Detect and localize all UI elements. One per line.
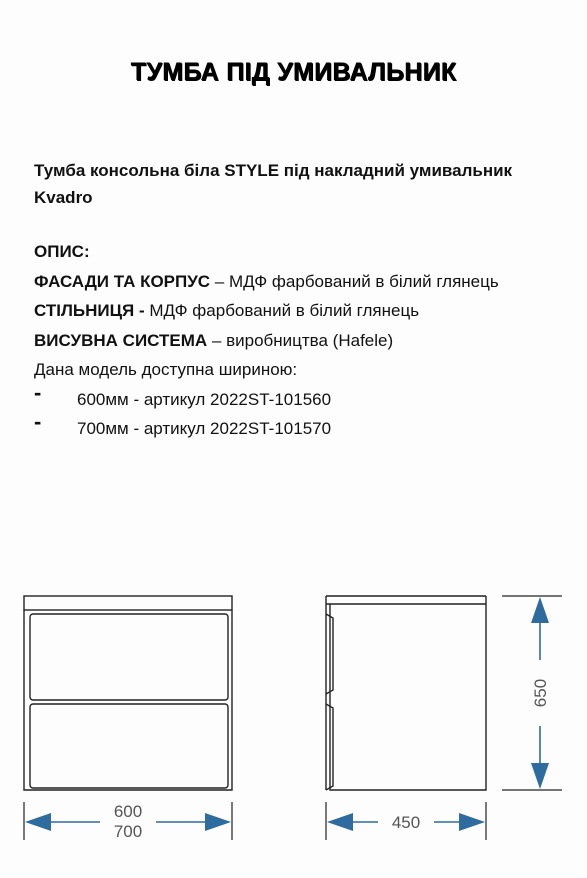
height-label: 650 <box>531 678 550 708</box>
drawer-label: ВИСУВНА СИСТЕМА <box>34 330 208 350</box>
arrow-left-icon <box>25 813 51 831</box>
page-title: ТУМБА ПІД УМИВАЛЬНИК <box>130 58 457 86</box>
arrow-left-icon <box>327 813 353 831</box>
top-text: МДФ фарбований в білий глянець <box>144 301 420 320</box>
height-dimension <box>502 596 562 790</box>
width-dimension <box>24 802 232 841</box>
variant-dash: - <box>34 379 42 405</box>
side-body <box>330 596 486 790</box>
front-countertop <box>24 596 232 610</box>
product-subtitle: Тумба консольна біла STYLE під накладний умивальник Kvadro <box>34 161 513 207</box>
facades-text: – МДФ фарбований в білий глянець <box>210 271 499 291</box>
variant-text: 600мм - артикул 2022ST-101560 <box>77 389 332 409</box>
availability-text: Дана модель доступна шириною: <box>34 360 298 379</box>
top-label: СТІЛЬНИЦЯ - <box>34 301 145 320</box>
front-view <box>24 596 232 790</box>
front-drawer-top <box>30 614 228 700</box>
depth-label: 450 <box>391 813 421 832</box>
arrow-right-icon <box>205 813 231 831</box>
front-drawer-bottom <box>30 704 228 788</box>
arrow-down-icon <box>531 763 549 789</box>
variant-text: 700мм - артикул 2022ST-101570 <box>77 419 332 438</box>
description-heading: ОПИС: <box>34 242 90 261</box>
facades-label: ФАСАДИ ТА КОРПУС <box>34 271 211 291</box>
depth-dimension <box>326 802 486 840</box>
width-label-600: 600 <box>113 802 143 821</box>
drawer-text: – виробництва (Hafele) <box>207 330 394 350</box>
width-label-700: 700 <box>113 822 143 841</box>
variant-dash: - <box>34 409 42 434</box>
arrow-up-icon <box>531 597 549 623</box>
side-view <box>326 596 486 790</box>
arrow-right-icon <box>459 813 485 831</box>
